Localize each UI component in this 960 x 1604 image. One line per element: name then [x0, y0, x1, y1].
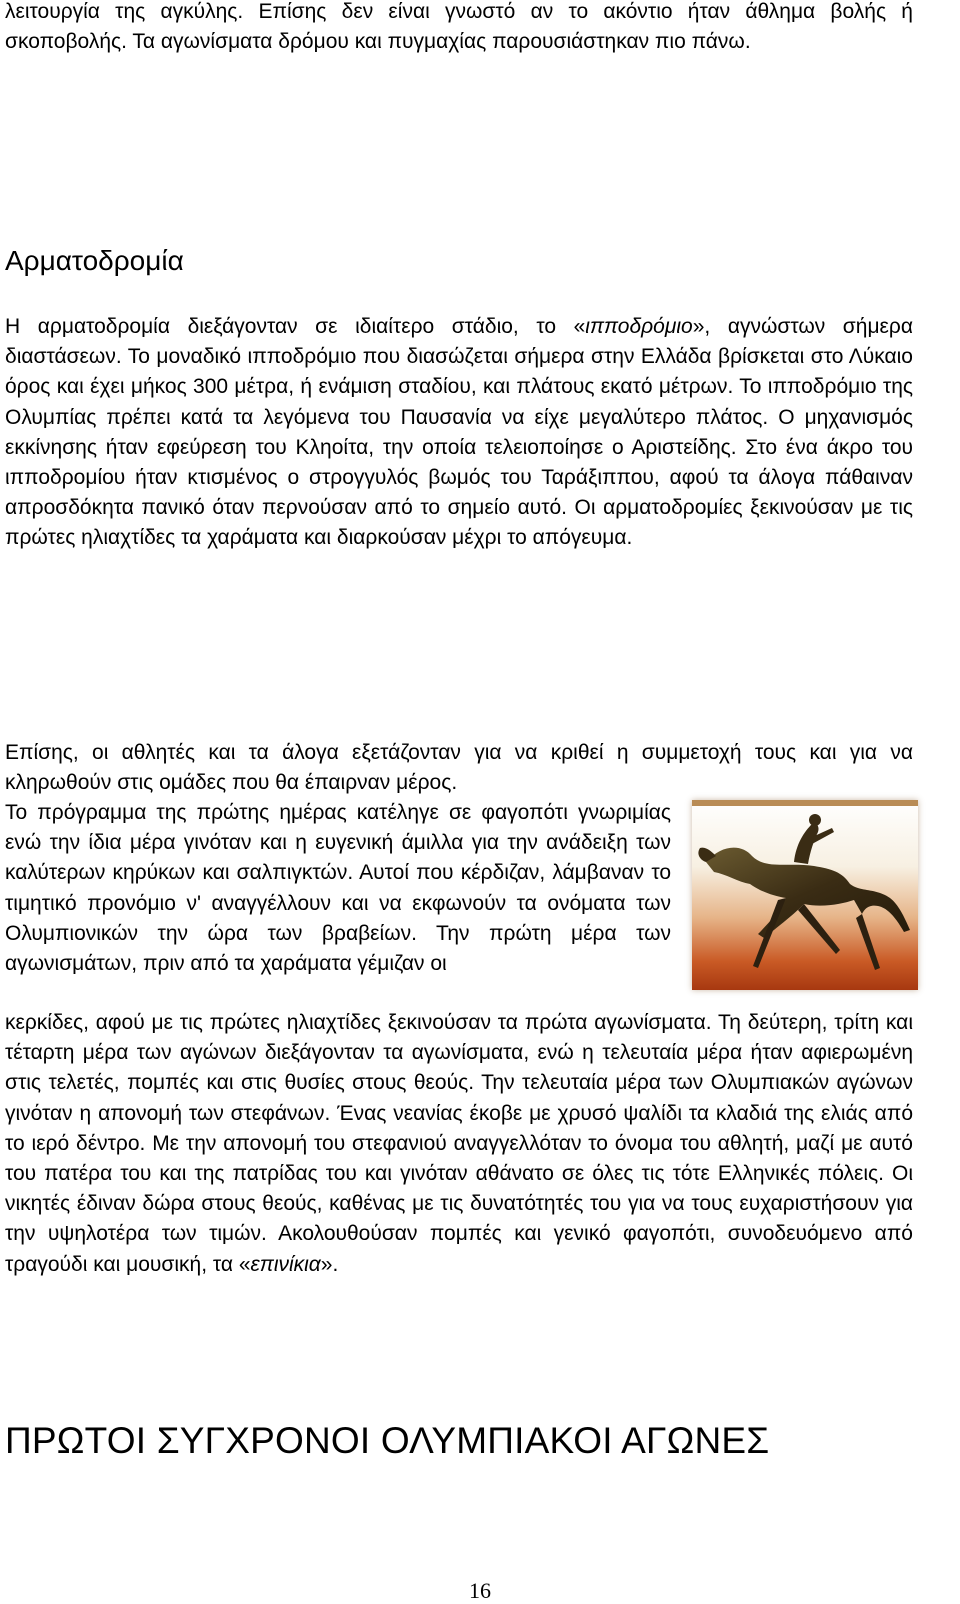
epinikia-term: επινίκια	[250, 1252, 321, 1276]
chariot-heading: Αρματοδρομία	[5, 245, 184, 276]
page-number: 16	[469, 1578, 491, 1603]
modern-olympics-heading: ΠΡΩΤΟΙ ΣΥΓΧΡΟΝΟΙ ΟΛΥΜΠΙΑΚΟΙ ΑΓΩΝΕΣ	[5, 1420, 770, 1461]
intro-paragraph	[5, 0, 913, 57]
intro-text: λειτουργία της αγκύλης. Επίσης δεν είναι γνωστό αν το ακόντιο ήταν άθλημα βολής ή σκοποβολής. Τα αγωνίσματα δρόμου και πυγμαχίας παρουσιάστηκαν πιο πάνω.	[5, 0, 913, 54]
program-paragraph-wrapped: Το πρόγραμμα της πρώτης ημέρας κατέληγε σε φαγοπότι γνωριμίας ενώ την ίδια μέρα γινόταν και η ευγενική άμιλλα για την ανάδειξη των καλύτερων κηρύκων και σαλπιγκτών. Αυτοί που κέρδιζαν, λάμβαναν το τιμητικό προνόμιο ν' αναγγέλλουν και να εκφωνούν τα ονόματα των Ολυμπιονικών την ώρα των βραβείων. Την πρώτη μέρα των αγωνισμάτων, πριν από τα χαράματα γέμιζαν οι	[5, 801, 671, 976]
hippodrome-term: ιπποδρόμιο	[585, 315, 693, 338]
horse-statue-photo	[692, 800, 918, 990]
bronze-horse-rider-image	[692, 800, 918, 990]
chariot-paragraph: Η αρματοδρομία διεξάγονταν σε ιδιαίτερο στάδιο, το «ιπποδρόμιο», αγνώστων σήμερα διαστάσεων. Το μοναδικό ιπποδρόμιο που διασώζεται σήμερα στην Ελλάδα βρίσκεται στο Λύκαιο όρος και έχει μήκος 300 μέτρα, ή ενάμιση σταδίου, και πλάτους εκατό μέτρων. Το ιπποδρόμιο της Ολυμπίας πρέπει κατά τα λεγόμενα του Παυσανία να είχε μεγαλύτερο πλάτος. Ο μηχανισμός εκκίνησης ήταν εφεύρεση του Κληοίτα, την οποία τελειοποίησε ο Αριστείδης. Στο ένα άκρο του ιπποδρομίου ήταν κτισμένος ο στρογγυλός βωμός του Ταράξιππου, αφού τα άλογα πάθαιναν απροσδόκητα πανικό όταν περνούσαν από το σημείο αυτό. Οι αρματοδρομίες ξεκινούσαν με τις πρώτες ηλιαχτίδες τα χαράματα και διαρκούσαν μέχρι το απόγευμα.	[5, 315, 913, 550]
program-paragraph-full: κερκίδες, αφού με τις πρώτες ηλιαχτίδες ξεκινούσαν τα πρώτα αγωνίσματα. Τη δεύτερη, τρίτη και τέταρτη μέρα των αγώνων διεξάγονταν τα αγωνίσματα, ενώ η τελευταία μέρα ήταν αφιερωμένη στις τελετές, πομπές και στις θυσίες στους θεούς. Την τελευταία μέρα των Ολυμπιακών αγώνων γινόταν η απονομή των στεφάνων. Ένας νεανίας έκοβε με χρυσό ψαλίδι τα κλαδιά της ελιάς από το ιερό δέντρο. Με την απονομή του στεφανιού αναγγελλόταν το όνομα του αθλητή, μαζί με αυτό του πατέρα του και της πατρίδας του και γινόταν αθάνατο σε όλες τις τότε Ελληνικές πόλεις. Οι νικητές έδιναν δώρα στους θεούς, καθένας με τις δυνατότητές του για να τους ευχαριστήσουν για την υψηλοτέρα των τιμών. Ακολουθούσαν πομπές και γενικό φαγοπότι, συνοδευόμενο από τραγούδι και μουσική, τα «επινίκια».	[5, 1011, 913, 1276]
athletes-paragraph: Επίσης, οι αθλητές και τα άλογα εξετάζονταν για να κριθεί η συμμετοχή τους και για να κληρωθούν στις ομάδες που θα έπαιρναν μέρος.	[5, 741, 913, 795]
